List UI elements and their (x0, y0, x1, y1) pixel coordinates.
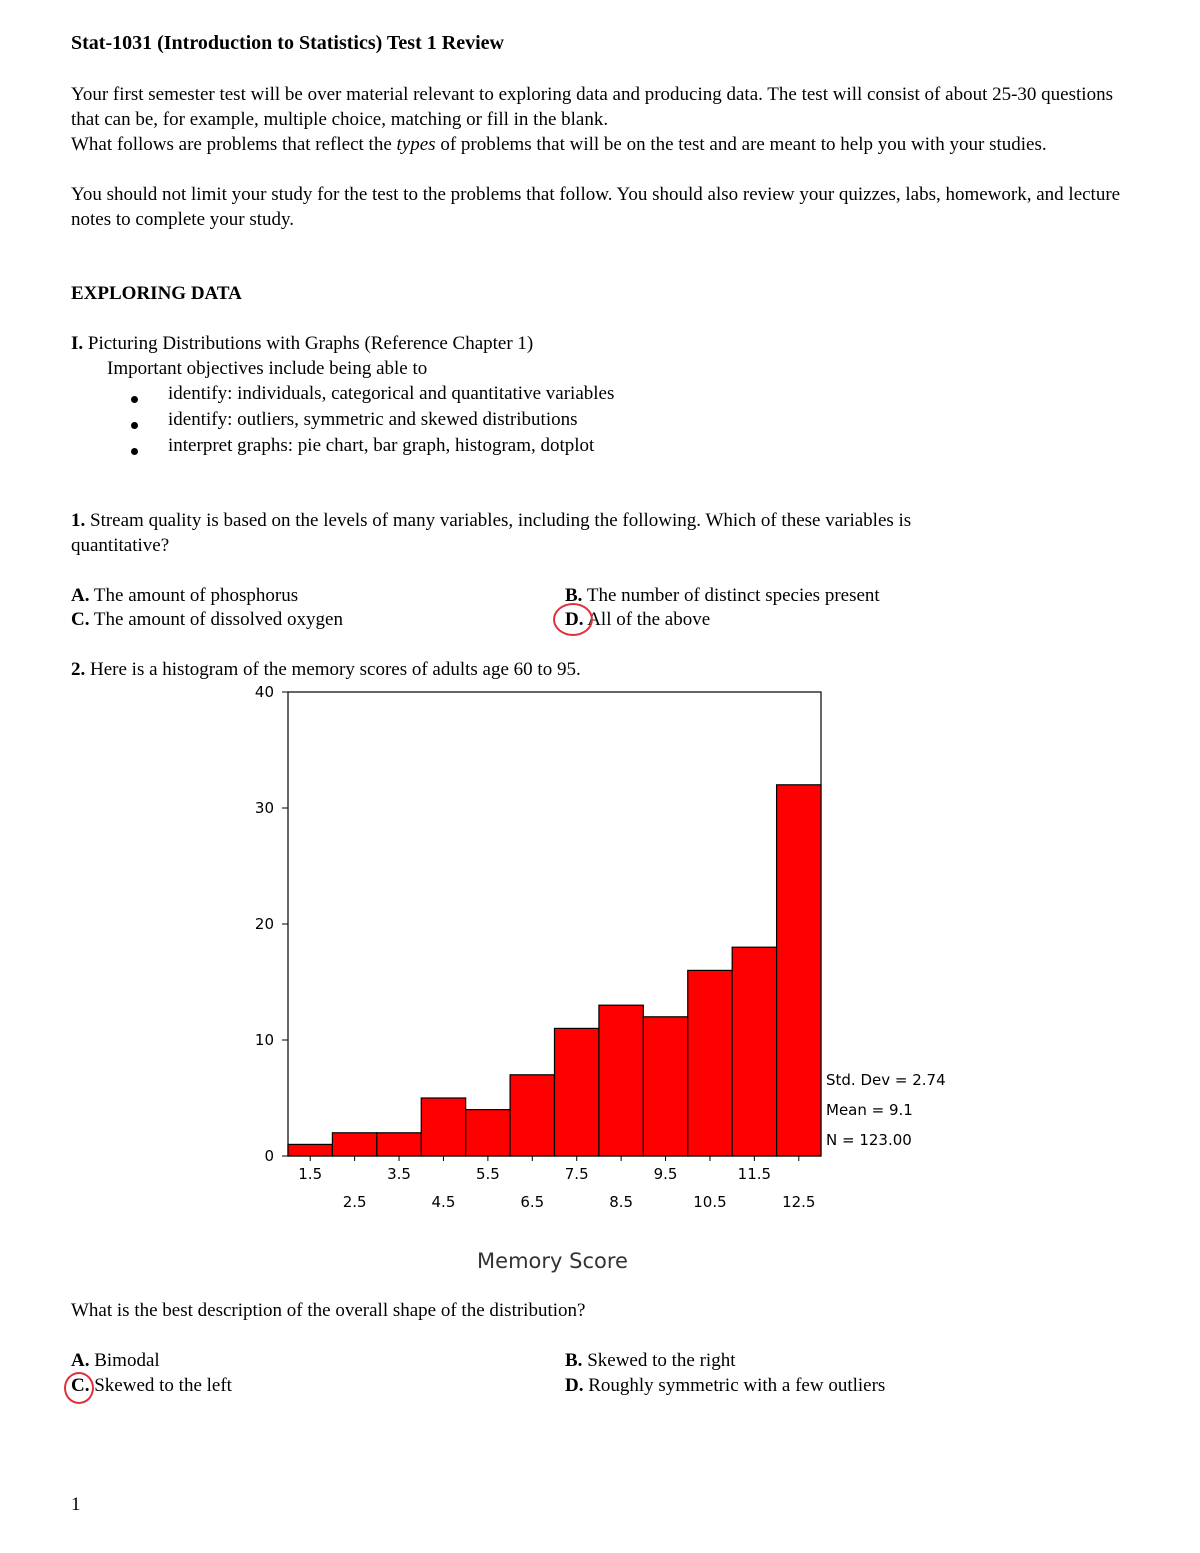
stats-label: N = 123.00 (826, 1131, 912, 1149)
x-tick-label: 6.5 (520, 1193, 545, 1211)
x-tick-label: 7.5 (564, 1165, 589, 1183)
option-letter: A. (71, 1350, 90, 1371)
question-number: 1. (71, 510, 86, 531)
histogram-bar (732, 947, 776, 1156)
q2-option-a (71, 1348, 160, 1373)
intro-paragraph-1: Your first semester test will be over material relevant to exploring data and producing data. The test will consist of about 25-30 questions that can be, for example, multiple choice, matching or fill in the blank. (71, 84, 1113, 130)
subsection-title: Picturing Distributions with Graphs (Reference Chapter 1) (87, 333, 534, 354)
option-text: Bimodal (94, 1350, 160, 1371)
option-letter: B. (565, 1350, 583, 1371)
q2-option-b (565, 1348, 735, 1373)
y-tick-label: 20 (254, 915, 274, 933)
x-tick-label: 12.5 (782, 1193, 816, 1211)
histogram-bar (332, 1133, 376, 1156)
objective-item: identify: outliers, symmetric and skewed distributions (168, 409, 578, 430)
stats-label: Std. Dev = 2.74 (826, 1071, 946, 1089)
question-2-prompt: What is the best description of the overall shape of the distribution? (71, 1300, 586, 1321)
histogram-bar (777, 785, 821, 1156)
option-text: Skewed to the left (94, 1375, 232, 1396)
y-tick-label: 0 (264, 1147, 274, 1165)
section-heading: EXPLORING DATA (71, 283, 242, 304)
histogram-bar (510, 1075, 554, 1156)
option-text: The number of distinct species present (586, 585, 880, 606)
option-text: All of the above (587, 609, 711, 630)
y-tick-label: 40 (254, 683, 274, 701)
x-tick-label: 11.5 (737, 1165, 772, 1183)
option-letter: D. (565, 1375, 584, 1396)
x-tick-label: 10.5 (693, 1193, 727, 1211)
q2-option-c (71, 1373, 232, 1398)
x-tick-label: 3.5 (387, 1165, 411, 1183)
x-axis-label: Memory Score (477, 1249, 628, 1273)
histogram-bar (599, 1005, 643, 1156)
intro-emphasis: types (396, 134, 436, 155)
x-tick-label: 5.5 (475, 1165, 500, 1183)
objective-item: identify: individuals, categorical and quantitative variables (168, 383, 615, 404)
page-number: 1 (71, 1494, 81, 1515)
option-letter: C. (71, 1375, 90, 1396)
objective-item: interpret graphs: pie chart, bar graph, histogram, dotplot (168, 435, 595, 456)
x-tick-label: 2.5 (342, 1193, 367, 1211)
question-text: Stream quality is based on the levels of many variables, including the following. Which of these variables is (90, 510, 912, 531)
x-tick-label: 9.5 (653, 1165, 678, 1183)
histogram-bar (643, 1017, 687, 1156)
intro-paragraph-3: You should not limit your study for the test to the problems that follow. You should also review your quizzes, labs, homework, and lecture notes to complete your study. (71, 184, 1121, 230)
x-tick-label: 1.5 (298, 1165, 323, 1183)
stats-label: Mean = 9.1 (826, 1101, 913, 1119)
histogram-bar (421, 1098, 465, 1156)
histogram-bar (466, 1110, 510, 1156)
page-title: Stat-1031 (Introduction to Statistics) Test 1 Review (71, 32, 504, 54)
option-letter: A. (71, 585, 90, 606)
option-text: Roughly symmetric with a few outliers (588, 1375, 886, 1396)
x-tick-label: 8.5 (609, 1193, 634, 1211)
q2-option-d (565, 1373, 885, 1398)
objectives-intro: Important objectives include being able to (107, 358, 428, 379)
histogram-bar (288, 1144, 332, 1156)
option-text: The amount of phosphorus (93, 585, 299, 606)
question-1-text-cont: quantitative? (71, 535, 170, 556)
histogram-bar (377, 1133, 421, 1156)
option-text: Skewed to the right (587, 1350, 736, 1371)
intro-text: What follows are problems that reflect the (71, 134, 397, 155)
histogram-bar (688, 970, 732, 1156)
intro-text: of problems that will be on the test and are meant to help you with your studies. (435, 134, 1047, 155)
answer-circle-mark (64, 1372, 94, 1404)
histogram-bar (555, 1028, 599, 1156)
option-letter: B. (565, 585, 583, 606)
question-text: Here is a histogram of the memory scores of adults age 60 to 95. (90, 659, 581, 680)
subsection-number: I. (71, 333, 84, 354)
question-number: 2. (71, 659, 86, 680)
option-letter: D. (565, 609, 584, 630)
option-text: The amount of dissolved oxygen (93, 609, 343, 630)
y-tick-label: 30 (254, 799, 274, 817)
x-tick-label: 4.5 (431, 1193, 456, 1211)
y-tick-label: 10 (254, 1031, 274, 1049)
option-letter: C. (71, 609, 90, 630)
